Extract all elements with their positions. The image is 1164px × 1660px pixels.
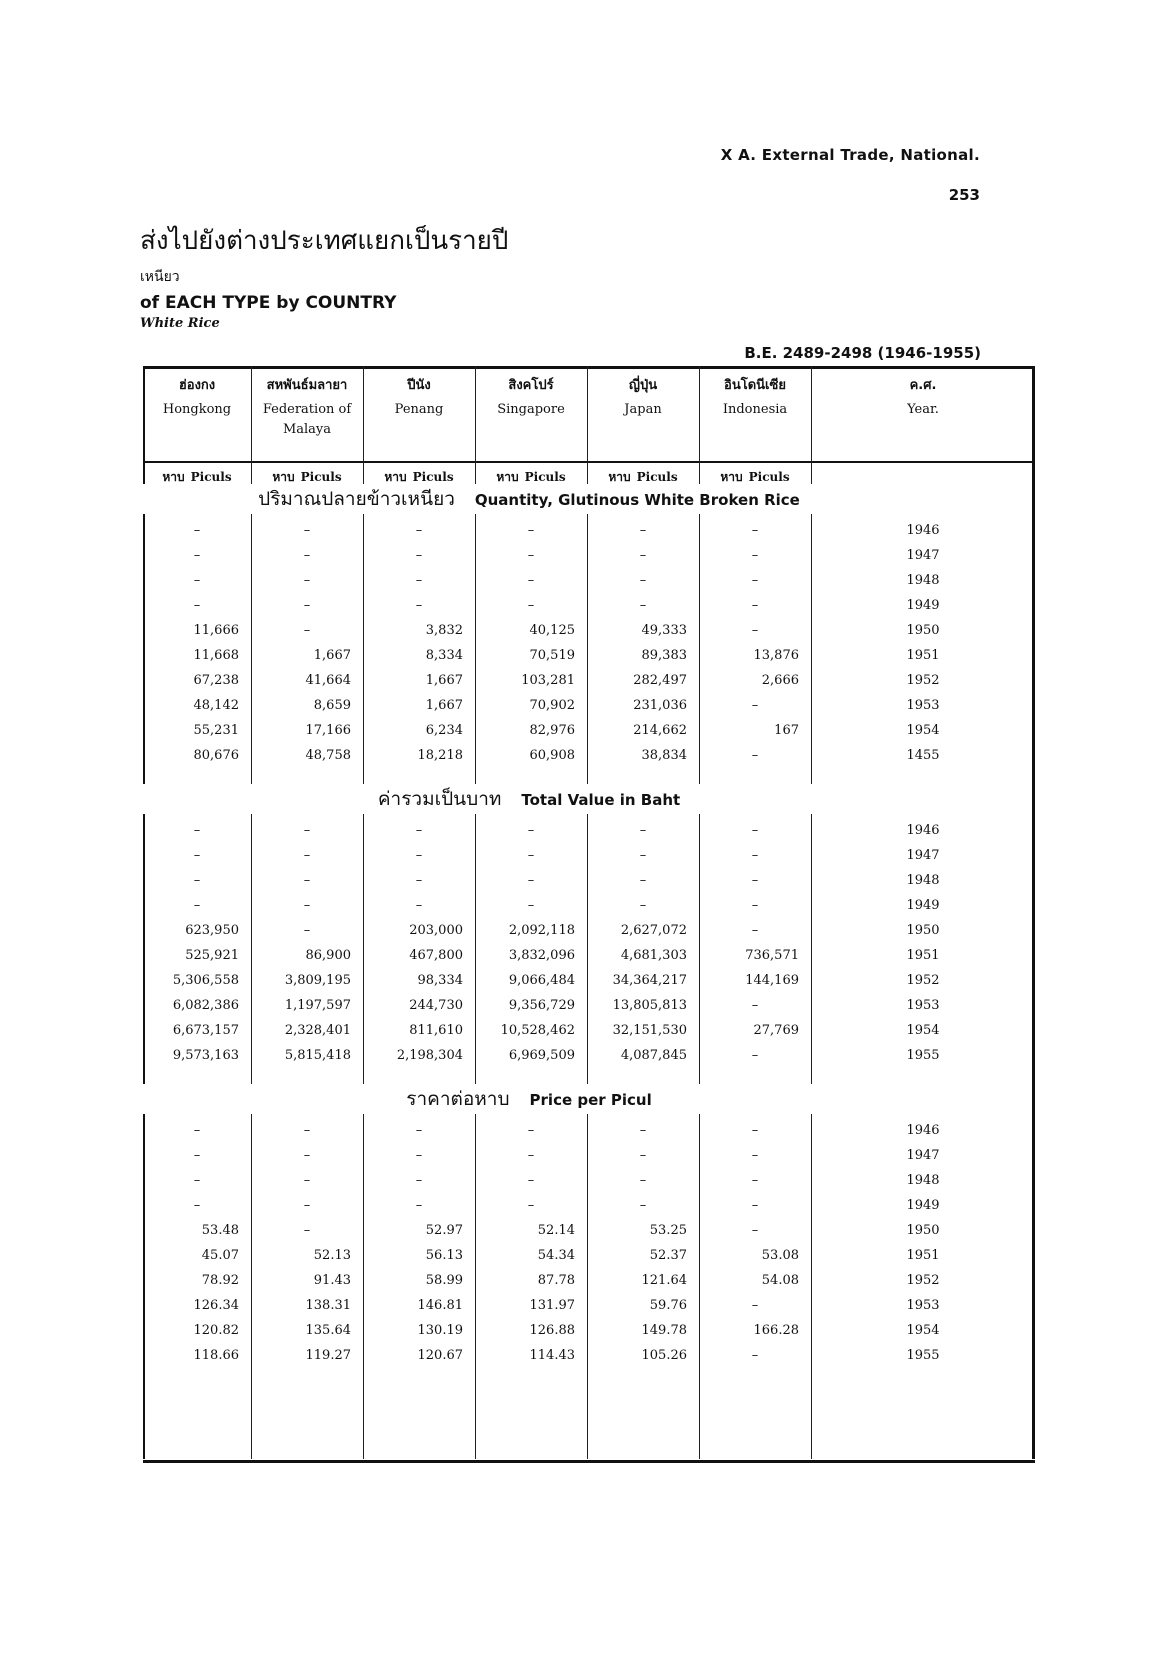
value-cell: 60,908 [529,748,575,763]
table-row [143,1168,1035,1193]
table-row [143,1343,1035,1368]
value-cell: – [751,623,759,638]
value-cell: – [303,523,311,538]
value-cell: 2,092,118 [508,923,575,938]
value-cell: 86,900 [305,948,351,963]
value-cell: – [303,873,311,888]
value-cell: – [415,873,423,888]
value-cell: 53.25 [649,1223,687,1238]
year-cell: 1947 [906,548,940,563]
value-cell: 78.92 [201,1273,239,1288]
unit-english: Piculs [190,470,232,484]
value-cell: 6,234 [425,723,463,738]
column-header-thai: อินโดนีเซีย [724,378,786,393]
unit-thai: หาบ [384,470,407,484]
value-cell: – [303,548,311,563]
value-cell: 203,000 [409,923,463,938]
value-cell: – [751,1298,759,1313]
year-cell: 1949 [906,898,940,913]
section-heading-english: Price per Picul [529,1091,652,1109]
table-row [143,993,1035,1018]
value-cell: – [527,523,535,538]
unit-thai: หาบ [162,470,185,484]
value-cell: 52.13 [313,1248,351,1263]
value-cell: – [193,1148,201,1163]
year-cell: 1949 [906,598,940,613]
year-cell: 1952 [906,673,940,688]
title-english: of EACH TYPE by COUNTRY [140,293,397,313]
table-header-rule [143,461,1035,463]
year-cell: 1955 [906,1048,940,1063]
table-row [143,1293,1035,1318]
value-cell: – [303,623,311,638]
table-row [143,943,1035,968]
year-cell: 1954 [906,1323,940,1338]
section-heading-thai: ปริมาณปลายข้าวเหนียว [258,488,455,510]
value-cell: 2,627,072 [620,923,687,938]
column-header [587,376,699,456]
column-header-thai: ค.ศ. [909,378,937,393]
value-cell: – [303,1173,311,1188]
value-cell: – [639,1148,647,1163]
value-cell: – [193,1173,201,1188]
title-thai: ส่งไปยังต่างประเทศแยกเป็นรายปี [140,226,509,256]
value-cell: – [415,523,423,538]
column-header-english: Japan [624,402,662,417]
value-cell: – [751,698,759,713]
table-row [143,643,1035,668]
column-header-english: Year. [907,402,939,417]
value-cell: – [639,823,647,838]
section-heading-thai: ราคาต่อหาบ [406,1088,510,1110]
value-cell: 54.34 [537,1248,575,1263]
year-cell: 1949 [906,1198,940,1213]
value-cell: – [751,998,759,1013]
value-cell: 82,976 [529,723,575,738]
value-cell: 525,921 [185,948,239,963]
value-cell: – [751,1223,759,1238]
value-cell: 105.26 [641,1348,687,1363]
value-cell: – [303,823,311,838]
value-cell: 167 [774,723,799,738]
column-header-thai: สหพันธ์มลายา [266,378,348,393]
page-number: 253 [948,186,980,204]
unit-english: Piculs [636,470,678,484]
value-cell: 144,169 [745,973,799,988]
value-cell: 52.97 [425,1223,463,1238]
value-cell: – [751,823,759,838]
table-row [143,818,1035,843]
year-cell: 1954 [906,723,940,738]
value-cell: 56.13 [425,1248,463,1263]
value-cell: 45.07 [201,1248,239,1263]
value-cell: 1,667 [425,698,463,713]
table-row [143,968,1035,993]
value-cell: – [415,898,423,913]
value-cell: 1,197,597 [284,998,351,1013]
table-row [143,1218,1035,1243]
value-cell: – [193,873,201,888]
table-top-rule [143,366,1035,369]
table-row [143,1118,1035,1143]
value-cell: 6,673,157 [172,1023,239,1038]
value-cell: – [303,598,311,613]
value-cell: – [751,573,759,588]
column-header-thai: ฮ่องกง [178,378,216,393]
value-cell: 11,668 [193,648,239,663]
value-cell: – [751,873,759,888]
unit-thai: หาบ [608,470,631,484]
value-cell: – [303,1148,311,1163]
table-row [143,568,1035,593]
value-cell: 103,281 [521,673,575,688]
section-heading [143,784,915,814]
value-cell: – [193,1198,201,1213]
value-cell: 6,969,509 [508,1048,575,1063]
table-row [143,518,1035,543]
section-heading-english: Quantity, Glutinous White Broken Rice [474,491,800,509]
value-cell: – [639,848,647,863]
column-header-english: Indonesia [722,402,788,417]
value-cell: – [751,898,759,913]
value-cell: 467,800 [409,948,463,963]
value-cell: – [303,848,311,863]
column-header [699,376,811,456]
value-cell: – [751,1348,759,1363]
section-heading [143,484,915,514]
table-row [143,618,1035,643]
value-cell: 120.82 [193,1323,239,1338]
year-cell: 1455 [906,748,940,763]
value-cell: 736,571 [745,948,799,963]
year-cell: 1953 [906,698,940,713]
value-cell: – [303,1223,311,1238]
value-cell: – [415,1198,423,1213]
value-cell: 52.37 [649,1248,687,1263]
value-cell: 5,306,558 [172,973,239,988]
table-row [143,743,1035,768]
value-cell: – [751,748,759,763]
value-cell: – [527,598,535,613]
table-row [143,593,1035,618]
value-cell: 135.64 [305,1323,351,1338]
year-cell: 1954 [906,1023,940,1038]
unit-thai: หาบ [496,470,519,484]
value-cell: 9,356,729 [508,998,575,1013]
value-cell: – [415,598,423,613]
value-cell: – [639,1198,647,1213]
table-row [143,868,1035,893]
value-cell: 34,364,217 [612,973,687,988]
column-header [475,376,587,456]
value-cell: 11,666 [193,623,239,638]
column-header-english: Hongkong [162,402,232,417]
value-cell: – [751,848,759,863]
value-cell: 146.81 [417,1298,463,1313]
table-row [143,843,1035,868]
column-header-english: Singapore [497,402,565,417]
value-cell: – [193,848,201,863]
value-cell: 282,497 [633,673,687,688]
value-cell: 118.66 [193,1348,239,1363]
value-cell: 13,876 [753,648,799,663]
section-heading [143,1084,915,1114]
value-cell: 126.88 [529,1323,575,1338]
value-cell: 130.19 [417,1323,463,1338]
year-cell: 1953 [906,998,940,1013]
year-cell: 1951 [906,1248,940,1263]
value-cell: 17,166 [305,723,351,738]
value-cell: – [527,873,535,888]
trade-table [143,366,1035,1463]
value-cell: 89,383 [641,648,687,663]
year-cell: 1946 [906,1123,940,1138]
value-cell: – [527,1173,535,1188]
value-cell: 38,834 [641,748,687,763]
value-cell: – [303,1198,311,1213]
value-cell: 131.97 [529,1298,575,1313]
value-cell: 53.08 [761,1248,799,1263]
value-cell: 10,528,462 [500,1023,575,1038]
value-cell: – [751,548,759,563]
value-cell: 1,667 [425,673,463,688]
value-cell: 3,809,195 [284,973,351,988]
value-cell: 114.43 [529,1348,575,1363]
value-cell: 70,902 [529,698,575,713]
value-cell: – [415,1173,423,1188]
table-row [143,543,1035,568]
value-cell: 623,950 [185,923,239,938]
value-cell: – [415,548,423,563]
year-cell: 1953 [906,1298,940,1313]
year-cell: 1946 [906,523,940,538]
value-cell: 166.28 [753,1323,799,1338]
value-cell: – [527,573,535,588]
table-row [143,1143,1035,1168]
value-cell: 3,832,096 [508,948,575,963]
value-cell: 80,676 [193,748,239,763]
value-cell: – [303,1123,311,1138]
table-row [143,693,1035,718]
column-header-english: Federation of Malaya [262,402,352,437]
value-cell: 4,087,845 [620,1048,687,1063]
table-row [143,1018,1035,1043]
value-cell: 2,328,401 [284,1023,351,1038]
value-cell: – [415,848,423,863]
value-cell: 2,198,304 [396,1048,463,1063]
value-cell: – [527,848,535,863]
value-cell: – [193,1123,201,1138]
value-cell: – [193,573,201,588]
value-cell: 9,573,163 [172,1048,239,1063]
subtitle-english: White Rice [140,316,220,331]
running-title: X A. External Trade, National. [720,146,980,164]
year-cell: 1947 [906,848,940,863]
unit-english: Piculs [412,470,454,484]
value-cell: 121.64 [641,1273,687,1288]
section-heading-english: Total Value in Baht [521,791,681,809]
year-cell: 1952 [906,1273,940,1288]
value-cell: 58.99 [425,1273,463,1288]
value-cell: – [527,898,535,913]
value-cell: – [751,1198,759,1213]
column-header [251,376,363,456]
table-row [143,918,1035,943]
value-cell: 6,082,386 [172,998,239,1013]
table-row [143,718,1035,743]
value-cell: 48,758 [305,748,351,763]
value-cell: – [193,898,201,913]
unit-english: Piculs [524,470,566,484]
year-cell: 1951 [906,648,940,663]
value-cell: – [527,1123,535,1138]
value-cell: 49,333 [641,623,687,638]
value-cell: – [193,523,201,538]
value-cell: – [415,823,423,838]
value-cell: 8,659 [313,698,351,713]
value-cell: – [751,1048,759,1063]
column-header [363,376,475,456]
value-cell: 1,667 [313,648,351,663]
value-cell: – [193,598,201,613]
value-cell: – [303,923,311,938]
column-header-thai: สิงคโปร์ [508,378,554,393]
value-cell: – [193,823,201,838]
value-cell: – [415,573,423,588]
value-cell: – [415,1123,423,1138]
value-cell: 87.78 [537,1273,575,1288]
value-cell: – [303,898,311,913]
value-cell: 149.78 [641,1323,687,1338]
unit-thai: หาบ [720,470,743,484]
year-cell: 1950 [906,623,940,638]
value-cell: 18,218 [417,748,463,763]
column-header-thai: ปีนัง [407,378,431,393]
value-cell: 54.08 [761,1273,799,1288]
subtitle-thai: เหนียว [140,269,180,285]
value-cell: 70,519 [529,648,575,663]
column-header-english: Penang [394,402,444,417]
period-label: B.E. 2489-2498 (1946-1955) [744,344,981,362]
year-cell: 1948 [906,873,940,888]
value-cell: – [751,1123,759,1138]
year-cell: 1952 [906,973,940,988]
year-cell: 1951 [906,948,940,963]
year-cell: 1946 [906,823,940,838]
value-cell: – [193,548,201,563]
column-header-thai: ญี่ปุ่น [628,378,658,393]
value-cell: – [527,1148,535,1163]
table-row [143,1268,1035,1293]
year-cell: 1948 [906,1173,940,1188]
value-cell: 52.14 [537,1223,575,1238]
value-cell: 59.76 [649,1298,687,1313]
table-bottom-rule [143,1460,1035,1463]
value-cell: 811,610 [409,1023,463,1038]
value-cell: – [527,1198,535,1213]
table-row [143,1043,1035,1068]
value-cell: – [527,548,535,563]
value-cell: 3,832 [425,623,463,638]
value-cell: 98,334 [417,973,463,988]
table-row [143,1193,1035,1218]
value-cell: – [751,523,759,538]
value-cell: – [639,573,647,588]
year-cell: 1948 [906,573,940,588]
value-cell: – [639,873,647,888]
value-cell: 67,238 [193,673,239,688]
value-cell: – [639,1173,647,1188]
table-row [143,893,1035,918]
table-row [143,1318,1035,1343]
value-cell: 27,769 [753,1023,799,1038]
value-cell: – [751,598,759,613]
value-cell: – [639,523,647,538]
value-cell: 120.67 [417,1348,463,1363]
value-cell: 55,231 [193,723,239,738]
unit-thai: หาบ [272,470,295,484]
value-cell: 53.48 [201,1223,239,1238]
value-cell: 4,681,303 [620,948,687,963]
value-cell: 5,815,418 [284,1048,351,1063]
year-cell: 1947 [906,1148,940,1163]
value-cell: 2,666 [761,673,799,688]
table-row [143,668,1035,693]
value-cell: – [751,923,759,938]
value-cell: – [751,1148,759,1163]
table-row [143,1243,1035,1268]
value-cell: – [639,548,647,563]
unit-english: Piculs [300,470,342,484]
section-heading-thai: ค่ารวมเป็นบาท [377,788,502,810]
value-cell: 13,805,813 [612,998,687,1013]
value-cell: 126.34 [193,1298,239,1313]
value-cell: 8,334 [425,648,463,663]
value-cell: – [415,1148,423,1163]
value-cell: 91.43 [313,1273,351,1288]
value-cell: – [639,898,647,913]
value-cell: – [527,823,535,838]
value-cell: 119.27 [305,1348,351,1363]
value-cell: 244,730 [409,998,463,1013]
column-header [811,376,1035,456]
value-cell: 48,142 [193,698,239,713]
value-cell: – [303,573,311,588]
value-cell: – [639,598,647,613]
year-cell: 1950 [906,923,940,938]
value-cell: 41,664 [305,673,351,688]
year-cell: 1955 [906,1348,940,1363]
value-cell: 40,125 [529,623,575,638]
value-cell: – [751,1173,759,1188]
value-cell: 231,036 [633,698,687,713]
column-header [143,376,251,456]
unit-english: Piculs [748,470,790,484]
value-cell: 214,662 [633,723,687,738]
year-cell: 1950 [906,1223,940,1238]
value-cell: 9,066,484 [508,973,575,988]
value-cell: 32,151,530 [612,1023,687,1038]
value-cell: 138.31 [305,1298,351,1313]
value-cell: – [639,1123,647,1138]
